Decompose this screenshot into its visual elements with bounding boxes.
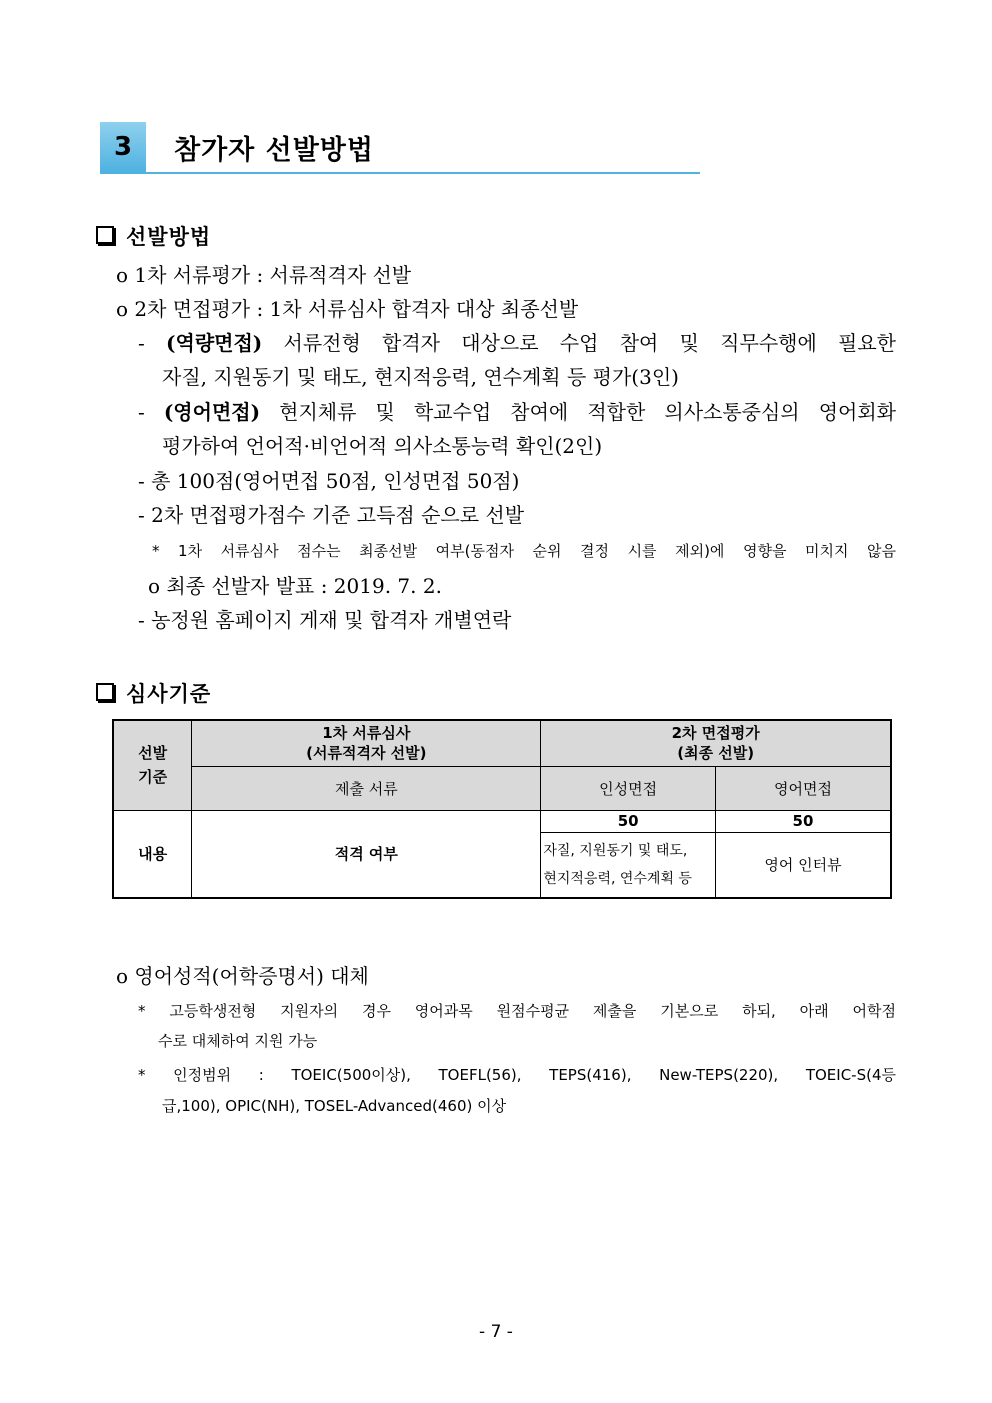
col2a-item: 인성면접 — [541, 766, 716, 810]
criteria-heading — [96, 678, 211, 708]
selection-note: * 1차 서류심사 점수는 최종선발 여부(동점자 순위 결정 시를 제외)에 영향을 미치지 않음 — [152, 542, 896, 560]
item-1-label: (역량면접) — [166, 331, 263, 355]
row-header-criteria: 선발 기준 — [113, 720, 192, 810]
selection-item-1-cont: 자질, 지원동기 및 태도, 현지적응력, 연수계획 등 평가(3인) — [162, 365, 679, 389]
selection-line-1: o 1차 서류평가 : 서류적격자 선발 — [116, 263, 412, 287]
page-number: - 7 - — [479, 1322, 513, 1342]
item-2-text: 현지체류 및 학교수업 참여에 적합한 의사소통중심의 영어회화 — [260, 400, 896, 424]
row-header-content: 내용 — [113, 810, 192, 898]
selection-item-2-cont: 평가하여 언어적·비언어적 의사소통능력 확인(2인) — [162, 434, 603, 458]
col2a-content-line-1: 자질, 지원동기 및 태도, — [543, 842, 688, 859]
col2a-score: 50 — [541, 810, 716, 832]
english-note-2: * 인정범위 : TOEIC(500이상), TOEFL(56), TEPS(416), New-TEPS(220), TOEIC-S(4등 — [138, 1066, 896, 1084]
col1-subtitle: (서류적격자 선발) — [306, 744, 427, 763]
item-1-text: 서류전형 합격자 대상으로 수업 참여 및 직무수행에 필요한 — [262, 331, 896, 355]
col2b-item: 영어면접 — [715, 766, 891, 810]
english-note-1-cont: 수로 대체하여 지원 가능 — [158, 1032, 318, 1050]
english-heading: o 영어성적(어학증명서) 대체 — [116, 964, 369, 988]
item-2-label: (영어면접) — [163, 400, 261, 424]
section-number-badge: 3 — [100, 122, 146, 172]
selection-item-2: - (영어면접) 현지체류 및 학교수업 참여에 적합한 의사소통중심의 영어회화 — [138, 400, 896, 424]
col1-item: 제출 서류 — [192, 766, 541, 810]
english-note-1: * 고등학생전형 지원자의 경우 영어과목 원점수평균 제출을 기본으로 하되, 아래 어학점 — [138, 1002, 896, 1020]
checkbox-square-icon — [96, 683, 114, 701]
final-announcement: o 최종 선발자 발표 : 2019. 7. 2. — [148, 574, 442, 598]
col2a-content-line-2: 현지적응력, 연수계획 등 — [543, 870, 692, 887]
col-header-document-review — [192, 720, 541, 766]
criteria-heading-text: 심사기준 — [126, 682, 212, 706]
selection-item-3: - 총 100점(영어면접 50점, 인성면접 50점) — [138, 469, 520, 493]
section-header — [100, 122, 700, 174]
col2a-content — [541, 832, 716, 898]
col2b-score: 50 — [715, 810, 891, 832]
section-underline — [100, 172, 700, 174]
section-title: 참가자 선발방법 — [174, 135, 374, 166]
selection-heading-text: 선발방법 — [126, 225, 212, 249]
col2-title: 2차 면접평가 — [671, 724, 760, 743]
selection-line-2: o 2차 면접평가 : 1차 서류심사 합격자 대상 최종선발 — [116, 297, 579, 321]
col-header-interview — [541, 720, 891, 766]
col2-subtitle: (최종 선발) — [677, 744, 755, 763]
col1-content: 적격 여부 — [192, 810, 541, 898]
criteria-table — [112, 719, 892, 899]
col2b-content: 영어 인터뷰 — [715, 832, 891, 898]
final-announcement-sub: - 농정원 홈페이지 게재 및 합격자 개별연락 — [138, 608, 512, 632]
english-note-2-cont: 급,100), OPIC(NH), TOSEL-Advanced(460) 이상 — [162, 1097, 507, 1115]
checkbox-square-icon — [96, 226, 114, 244]
selection-heading — [96, 221, 211, 251]
selection-item-1: - (역량면접) 서류전형 합격자 대상으로 수업 참여 및 직무수행에 필요한 — [138, 331, 896, 355]
selection-item-4: - 2차 면접평가점수 기준 고득점 순으로 선발 — [138, 503, 525, 527]
col1-title: 1차 서류심사 — [322, 724, 411, 743]
